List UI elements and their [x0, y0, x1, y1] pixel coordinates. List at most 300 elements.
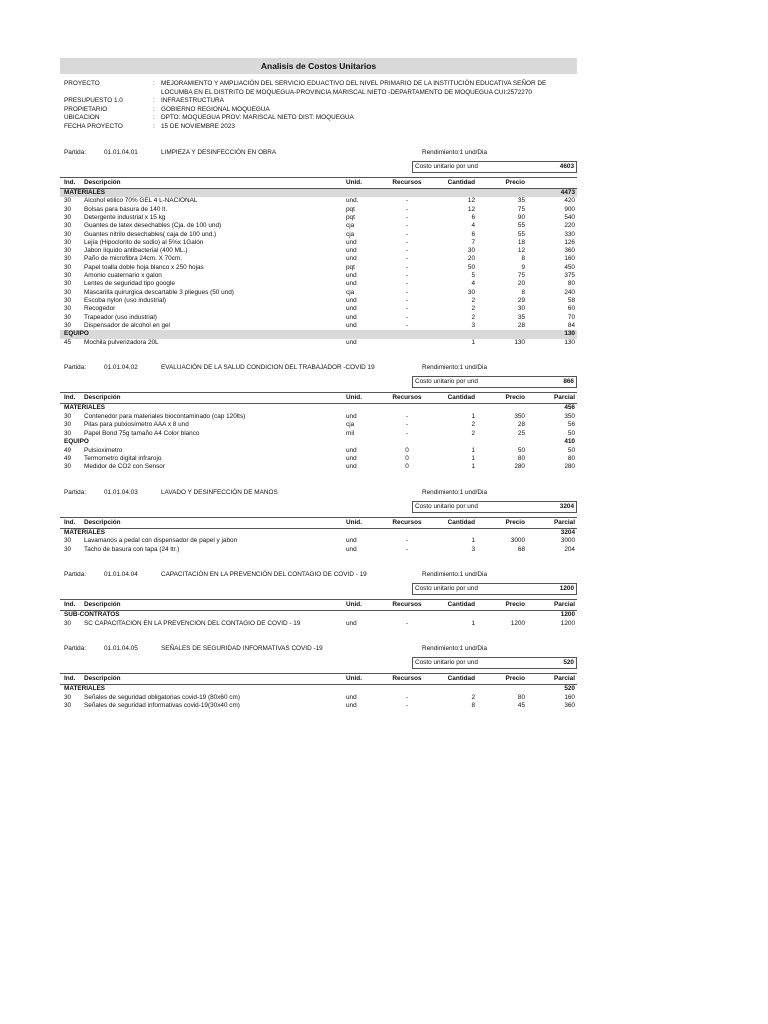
cell-desc: Detergente industrial x 15 kg	[84, 213, 166, 221]
cell-cant: 4	[471, 280, 475, 288]
header-label: PRESUPUESTO 1.0	[64, 97, 123, 105]
partida-header	[60, 644, 577, 654]
cell-ind: 30	[64, 280, 72, 288]
group-name: MATERIALES	[64, 404, 106, 412]
header-label: FECHA PROYECTO	[64, 122, 123, 130]
cell-cant: 2	[471, 693, 475, 701]
partida-description: SEÑALES DE SEGURIDAD INFORMATIVAS COVID -19	[161, 645, 323, 653]
table-row	[60, 430, 577, 438]
partida-description: CAPACITACIÓN EN LA PREVENCIÓN DEL CONTAGIO DE COVID - 19	[161, 570, 367, 578]
unit-cost-value: 3204	[559, 502, 574, 510]
cell-rec: 0	[405, 463, 409, 471]
cell-unid: und	[346, 255, 357, 263]
partida-rendimiento: Rendimiento:1 und/Dia	[422, 364, 488, 372]
cell-desc: Paño de microfibra 24cm. X 70cm.	[84, 255, 183, 263]
cell-prec: 18	[517, 238, 525, 246]
cell-prec: 68	[517, 545, 525, 553]
group-total: 456	[564, 404, 575, 412]
table-row	[60, 247, 577, 255]
cell-prec: 80	[517, 693, 525, 701]
cell-unid: und	[346, 454, 357, 462]
cell-desc: Guantes de latex desechables (Cja. de 100 und)	[84, 222, 222, 230]
header-colon: :	[153, 122, 155, 130]
cell-rec: -	[405, 288, 409, 296]
cell-desc: Señales de seguridad obligatorias covid-19 (80x60 cm)	[84, 693, 240, 701]
cell-prec: 28	[517, 321, 525, 329]
cell-rec: -	[405, 321, 409, 329]
column-unid: Unid.	[346, 394, 362, 402]
cell-ind: 30	[64, 205, 72, 213]
cell-cant: 1	[471, 454, 475, 462]
cell-ind: 30	[64, 313, 72, 321]
column-prec: Precio	[505, 518, 525, 526]
column-parc: Parcial	[554, 394, 575, 402]
column-parc: Parcial	[554, 675, 575, 683]
cell-unid: und	[346, 545, 357, 553]
unit-cost-box	[412, 657, 577, 669]
cell-rec: -	[405, 280, 409, 288]
unit-cost-label: Costo unitario por und	[415, 502, 478, 510]
cell-parc: 360	[564, 247, 575, 255]
header-row	[60, 106, 577, 115]
cell-cant: 6	[471, 213, 475, 221]
cell-cant: 3	[471, 545, 475, 553]
cell-rec: -	[405, 263, 409, 271]
cell-rec: -	[405, 272, 409, 280]
group-name: EQUIPO	[64, 330, 89, 338]
unit-cost-row	[60, 161, 577, 173]
cell-parc: 330	[564, 230, 575, 238]
cell-desc: Contenedor para materiales biocontaminado (cap 120lts)	[84, 413, 246, 420]
cell-prec: 35	[517, 313, 525, 321]
cell-unid: und	[346, 296, 357, 304]
cell-unid: und	[346, 619, 357, 627]
table-row	[60, 206, 577, 214]
cell-prec: 90	[517, 213, 525, 221]
table-row	[60, 322, 577, 330]
column-parc: Parcial	[554, 518, 575, 526]
cell-parc: 1200	[560, 619, 575, 627]
cell-desc: Mascarilla quirurgica descartable 3 pliegues (50 und)	[84, 288, 234, 296]
unit-cost-value: 866	[563, 378, 574, 386]
cell-rec: 0	[405, 454, 409, 462]
group-total: 520	[564, 685, 575, 693]
cell-rec: -	[405, 247, 409, 255]
unit-cost-row	[60, 501, 577, 513]
cell-prec: 350	[514, 413, 525, 420]
cell-ind: 30	[64, 255, 72, 263]
cell-cant: 1	[471, 463, 475, 471]
cell-desc: Lentes de seguridad tipo google	[84, 280, 175, 288]
column-cant: Cantidad	[447, 394, 475, 402]
table-row	[60, 413, 577, 421]
partida-description: EVALUACIÓN DE LA SALUD CONDICION DEL TRABAJADOR -COVID 19	[161, 364, 375, 372]
cell-parc: 58	[567, 296, 575, 304]
table-row	[60, 272, 577, 280]
cell-desc: Mochila pulverizadora 20L	[84, 338, 159, 346]
header-value: INFRAESTRUCTURA	[161, 97, 224, 105]
column-prec: Precio	[505, 394, 525, 402]
partida-code: 01.01.04.01	[104, 148, 138, 156]
cell-parc: 280	[564, 463, 575, 471]
column-unid: Unid.	[346, 675, 362, 683]
cell-cant: 50	[467, 263, 475, 271]
cell-cant: 6	[471, 230, 475, 238]
column-parc: Parcial	[554, 600, 575, 608]
group-total: 3204	[560, 528, 575, 536]
cell-desc: Dispensador de alcohol en gel	[84, 321, 170, 329]
unit-cost-row	[60, 583, 577, 595]
unit-cost-value: 4603	[559, 162, 574, 170]
cost-analysis-page	[60, 58, 577, 710]
table-row	[60, 197, 577, 205]
cell-unid: pqt	[346, 213, 355, 221]
header-value: MEJORAMIENTO Y AMPLIACIÓN DEL SERVICIO EDUACTIVO DEL NIVEL PRIMARIO DE LA INSTITUCIÓN EDUCATIVA SEÑOR DE LOCUMBA EN EL DISTRITO DE MOQUEGUA-PROVINCIA MARISCAL NIETO -DEPARTAMENTO DE MOQUEGUA CUI:2572270	[161, 80, 547, 96]
cell-unid: und.	[346, 197, 359, 205]
partida-header	[60, 488, 577, 498]
cell-cant: 3	[471, 321, 475, 329]
cell-prec: 75	[517, 272, 525, 280]
cell-cant: 5	[471, 272, 475, 280]
cell-rec: -	[405, 238, 409, 246]
column-rec: Recursos	[392, 675, 422, 683]
cell-unid: cja	[346, 230, 355, 238]
cell-parc: 220	[564, 222, 575, 230]
column-cant: Cantidad	[447, 675, 475, 683]
partida-code: 01.01.04.05	[104, 645, 138, 653]
cell-parc: 3000	[560, 537, 575, 545]
header-label: PROPIETARIO	[64, 105, 108, 113]
table-row	[60, 620, 577, 628]
cell-cant: 12	[467, 205, 475, 213]
partida-description: LIMPIEZA Y DESINFECCIÓN EN OBRA	[161, 148, 277, 156]
cell-ind: 30	[64, 463, 72, 471]
partida-label: Partida:	[64, 570, 87, 578]
column-rec: Recursos	[392, 600, 422, 608]
cell-ind: 30	[64, 413, 72, 420]
cell-unid: und	[346, 702, 357, 710]
cell-desc: Pilas para pulxiosímetro AAA x 8 und	[84, 421, 189, 429]
group-name: MATERIALES	[64, 528, 106, 536]
column-rec: Recursos	[392, 518, 422, 526]
header-colon: :	[153, 97, 155, 105]
column-unid: Unid.	[346, 178, 362, 186]
cell-rec: -	[405, 702, 409, 710]
cell-cant: 1	[471, 537, 475, 545]
cell-desc: Amonio cuaternario x galon	[84, 272, 162, 280]
header-value: DPTO: MOQUEGUA PROV: MARISCAL NIETO DIST: MOQUEGUA	[161, 114, 354, 122]
partida-header	[60, 148, 577, 158]
cell-rec: -	[405, 305, 409, 313]
cell-desc: Bolsas para basura de 140 lt.	[84, 205, 168, 213]
cell-desc: Alcohol etilico 70% GEL 4 L-NACIONAL	[84, 197, 198, 205]
cell-unid: mil	[346, 429, 355, 437]
partida-code: 01.01.04.03	[104, 488, 138, 496]
cell-prec: 55	[517, 222, 525, 230]
cell-cant: 7	[471, 238, 475, 246]
cell-ind: 30	[64, 421, 72, 429]
table-column-header	[60, 517, 577, 529]
cell-cant: 1	[471, 619, 475, 627]
unit-cost-box	[412, 583, 577, 595]
cell-ind: 30	[64, 247, 72, 255]
cell-cant: 12	[467, 197, 475, 205]
column-ind: Ind.	[64, 518, 76, 526]
cell-ind: 30	[64, 321, 72, 329]
table-row	[60, 289, 577, 297]
table-row	[60, 214, 577, 222]
cell-desc: Lejía (Hipoclorito de sodio) al 5%x 1Galón	[84, 238, 204, 246]
cell-ind: 30	[64, 197, 72, 205]
table-row	[60, 447, 577, 455]
table-row	[60, 297, 577, 305]
header-row	[60, 97, 577, 106]
partida-section	[60, 644, 577, 710]
column-cant: Cantidad	[447, 600, 475, 608]
cell-unid: und	[346, 413, 357, 420]
cell-unid: pqt	[346, 263, 355, 271]
column-ind: Ind.	[64, 600, 76, 608]
cell-rec: -	[405, 296, 409, 304]
group-total: 4473	[560, 188, 575, 196]
cell-parc: 160	[564, 693, 575, 701]
cell-prec: 20	[517, 280, 525, 288]
cell-ind: 30	[64, 288, 72, 296]
table-row	[60, 537, 577, 545]
cell-cant: 4	[471, 222, 475, 230]
cell-rec: -	[405, 537, 409, 545]
cell-parc: 50	[567, 446, 575, 454]
cell-cant: 2	[471, 305, 475, 313]
cell-parc: 204	[564, 545, 575, 553]
cell-parc: 130	[564, 338, 575, 346]
cell-parc: 350	[564, 413, 575, 420]
partida-label: Partida:	[64, 148, 87, 156]
group-name: MATERIALES	[64, 188, 106, 196]
column-rec: Recursos	[392, 394, 422, 402]
table-row	[60, 694, 577, 702]
cell-cant: 1	[471, 413, 475, 420]
partida-label: Partida:	[64, 488, 87, 496]
partida-header	[60, 363, 577, 373]
cell-prec: 35	[517, 197, 525, 205]
cell-unid: und	[346, 305, 357, 313]
cell-parc: 900	[564, 205, 575, 213]
cell-rec: -	[405, 545, 409, 553]
cell-prec: 25	[517, 429, 525, 437]
unit-cost-row	[60, 376, 577, 388]
cell-parc: 375	[564, 272, 575, 280]
header-row	[60, 123, 577, 132]
cell-prec: 29	[517, 296, 525, 304]
cell-parc: 360	[564, 702, 575, 710]
unit-cost-box	[412, 161, 577, 173]
column-desc: Descripción	[84, 675, 121, 683]
cell-unid: und	[346, 247, 357, 255]
unit-cost-label: Costo unitario por und	[415, 659, 478, 667]
cell-rec: -	[405, 205, 409, 213]
group-total: 410	[564, 437, 575, 445]
cell-rec: -	[405, 230, 409, 238]
cell-unid: und	[346, 537, 357, 545]
cell-parc: 56	[567, 421, 575, 429]
partidas-container	[60, 148, 577, 711]
cell-unid: und	[346, 463, 357, 471]
cell-desc: Papel toalla doble hoja blanco x 250 hojas	[84, 263, 204, 271]
column-desc: Descripción	[84, 394, 121, 402]
cell-unid: cja	[346, 222, 355, 230]
column-unid: Unid.	[346, 600, 362, 608]
cell-parc: 160	[564, 255, 575, 263]
cell-cant: 8	[471, 702, 475, 710]
unit-cost-box	[412, 501, 577, 513]
cell-rec: -	[405, 255, 409, 263]
cell-desc: Papel Bond 75g tamaño A4 Color blanco	[84, 429, 200, 437]
cell-rec	[386, 339, 428, 347]
table-row	[60, 314, 577, 322]
cell-ind: 30	[64, 213, 72, 221]
cell-rec: -	[405, 693, 409, 701]
cell-desc: Trapeador (uso industrial)	[84, 313, 157, 321]
cell-desc: SC CAPACITACIÓN EN LA PREVENCIÓN DEL CONTAGIO DE COVID - 19	[84, 619, 301, 627]
cell-prec: 9	[521, 263, 525, 271]
header-colon: :	[153, 80, 155, 87]
partida-header	[60, 570, 577, 580]
column-cant: Cantidad	[447, 518, 475, 526]
cell-ind: 30	[64, 238, 72, 246]
cell-cant: 2	[471, 421, 475, 429]
column-desc: Descripción	[84, 518, 121, 526]
resource-group-header	[60, 611, 577, 620]
cell-ind: 30	[64, 222, 72, 230]
unit-cost-row	[60, 657, 577, 669]
partida-code: 01.01.04.02	[104, 364, 138, 372]
cell-cant: 20	[467, 255, 475, 263]
unit-cost-value: 1200	[559, 584, 574, 592]
cell-parc: 540	[564, 213, 575, 221]
cell-unid: und	[346, 321, 357, 329]
project-header	[60, 80, 577, 132]
cell-ind: 30	[64, 305, 72, 313]
cell-cant: 1	[471, 338, 475, 346]
cell-rec: -	[405, 213, 409, 221]
header-colon: :	[153, 114, 155, 122]
column-desc: Descripción	[84, 178, 121, 186]
cell-desc: Pulsioximetro	[84, 446, 123, 454]
table-row	[60, 339, 577, 347]
cell-ind: 49	[64, 454, 72, 462]
resource-group-header	[60, 189, 577, 198]
table-row	[60, 455, 577, 463]
cell-desc: Señales de seguridad informativas covid-19(30x40 cm)	[84, 702, 240, 710]
cell-prec: 1200	[510, 619, 525, 627]
cell-desc: Jabon líquido antibacterial (400 ML.)	[84, 247, 188, 255]
cell-desc: Guantes nitrilo desechables( caja de 100 und.)	[84, 230, 217, 238]
unit-cost-value: 520	[563, 659, 574, 667]
cell-rec: -	[405, 619, 409, 627]
cell-prec: 30	[517, 305, 525, 313]
header-label: PROYECTO	[64, 80, 100, 87]
column-ind: Ind.	[64, 394, 76, 402]
cell-prec: 28	[517, 421, 525, 429]
cell-ind: 30	[64, 545, 72, 553]
cell-prec: 3000	[510, 537, 525, 545]
table-row	[60, 255, 577, 263]
unit-cost-label: Costo unitario por und	[415, 162, 478, 170]
group-name: SUB-CONTRATOS	[64, 610, 120, 618]
cell-ind: 30	[64, 263, 72, 271]
cell-parc: 126	[564, 238, 575, 246]
cell-parc: 420	[564, 197, 575, 205]
table-column-header	[60, 392, 577, 404]
cell-unid: und	[346, 338, 357, 346]
partida-rendimiento: Rendimiento:1 und/Dia	[422, 645, 488, 653]
partida-label: Partida:	[64, 645, 87, 653]
cell-ind: 45	[64, 338, 72, 346]
column-desc: Descripción	[84, 600, 121, 608]
cell-ind: 30	[64, 429, 72, 437]
cell-desc: Recogedor	[84, 305, 116, 313]
cell-cant: 2	[471, 429, 475, 437]
cell-prec: 50	[517, 446, 525, 454]
column-cant: Cantidad	[447, 178, 475, 186]
cell-desc: Termometro digital infrarojo	[84, 454, 162, 462]
table-column-header	[60, 599, 577, 611]
cell-ind: 30	[64, 619, 72, 627]
cell-prec: 8	[521, 288, 525, 296]
table-column-header	[60, 673, 577, 685]
partida-label: Partida:	[64, 364, 87, 372]
column-prec: Precio	[505, 675, 525, 683]
cell-rec: -	[405, 413, 409, 420]
cell-desc: Medidor de CO2 con Sensor	[84, 463, 165, 471]
cell-unid: und	[346, 693, 357, 701]
column-ind: Ind.	[64, 178, 76, 186]
cell-parc: 70	[567, 313, 575, 321]
cell-unid: und	[346, 313, 357, 321]
cell-parc: 240	[564, 288, 575, 296]
cell-ind: 30	[64, 296, 72, 304]
cell-desc: Tacho de basura con tapa (24 ltr.)	[84, 545, 180, 553]
group-total: 130	[564, 330, 575, 338]
cell-parc: 450	[564, 263, 575, 271]
partida-rendimiento: Rendimiento:1 und/Dia	[422, 488, 488, 496]
cell-parc: 50	[567, 429, 575, 437]
table-row	[60, 546, 577, 554]
cell-unid: cja	[346, 421, 355, 429]
column-prec: Precio	[505, 600, 525, 608]
header-value: GOBIERNO REGIONAL MOQUEGUA	[161, 105, 270, 113]
cell-prec: 80	[517, 454, 525, 462]
partida-section	[60, 570, 577, 628]
cell-prec: 280	[514, 463, 525, 471]
cell-parc: 60	[567, 305, 575, 313]
cell-unid: und	[346, 238, 357, 246]
column-rec: Recursos	[392, 178, 422, 186]
partida-rendimiento: Rendimiento:1 und/Dia	[422, 148, 488, 156]
cell-ind: 30	[64, 693, 72, 701]
group-name: MATERIALES	[64, 685, 106, 693]
header-row	[60, 114, 577, 123]
partida-code: 01.01.04.04	[104, 570, 138, 578]
group-name: EQUIPO	[64, 437, 89, 445]
cell-prec: 130	[514, 338, 525, 346]
table-column-header	[60, 177, 577, 189]
cell-parc: 84	[567, 321, 575, 329]
header-colon: :	[153, 105, 155, 113]
cell-rec: -	[405, 421, 409, 429]
cell-unid: und	[346, 280, 357, 288]
